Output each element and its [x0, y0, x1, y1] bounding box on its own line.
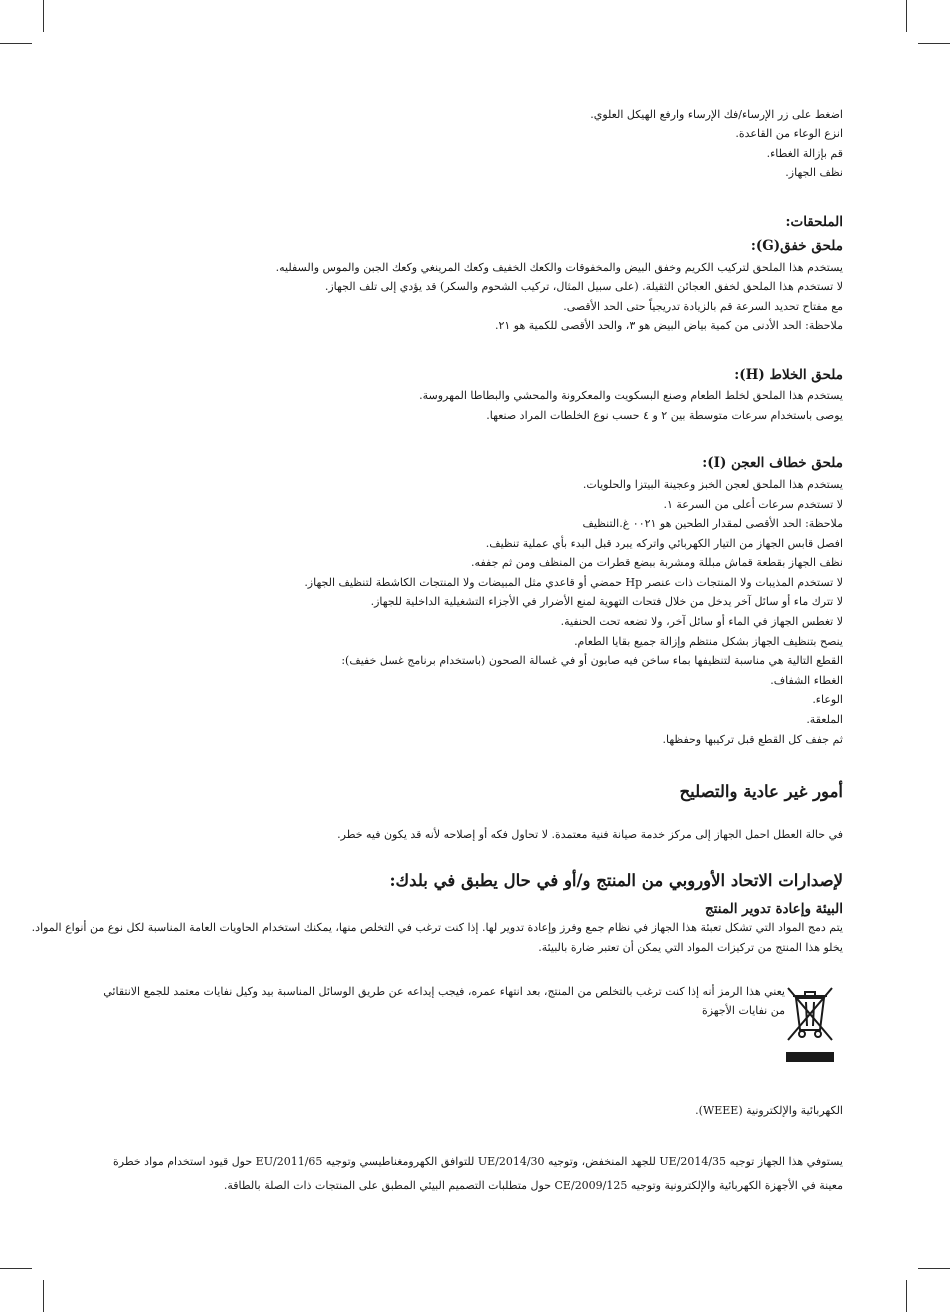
crossed-out-wheelie-bin-icon [784, 984, 836, 1064]
dough-hook-line: لا تترك ماء أو سائل آخر يدخل من خلال فتحات التهوية لمنع الأضرار في الأجزاء التشغيلية الداخلية للجهاز. [370, 595, 843, 608]
mixer-title: ملحق الخلاط (H): [734, 367, 843, 383]
crop-mark-bottom-left [43, 1280, 44, 1312]
cleaning-step: انزع الوعاء من القاعدة. [735, 127, 843, 140]
crop-mark-top-left [43, 0, 44, 32]
cleaning-step: قم بإزالة الغطاء. [766, 147, 843, 160]
cleaning-step: اضغط على زر الإرساء/فك الإرساء وارفع الهيكل العلوي. [590, 108, 843, 121]
crop-mark-top-right [906, 0, 907, 32]
dough-hook-line: ثم جفف كل القطع قبل تركيبها وحفظها. [662, 733, 843, 746]
crop-mark-bottom-left-h [0, 1268, 32, 1269]
dough-hook-line: يستخدم هذا الملحق لعجن الخبز وعجينة البيتزا والحلويات. [582, 478, 843, 491]
weee-text: يعني هذا الرمز أنه إذا كنت ترغب بالتخلص من المنتج، بعد انتهاء عمره، فيجب إيداعه عن طريق الوسائل المناسبة بيد وكيل نفايات معتمد للجمع الانتقائي من نفايات الأجهزة [103, 985, 785, 1017]
whisk-title: ملحق خفق(G): [750, 238, 843, 254]
eu-title: لإصدارات الاتحاد الأوروبي من المنتج و/أو في حال يطبق في بلدك: [389, 871, 843, 890]
whisk-line: ملاحظة: الحد الأدنى من كمية بياض البيض هو ٣، والحد الأقصى للكمية هو ٢١. [494, 319, 843, 332]
dough-hook-title: ملحق خطاف العجن (I): [702, 455, 843, 471]
crop-mark-bottom-right-h [918, 1268, 950, 1269]
dough-hook-line: الملعقة. [806, 713, 843, 726]
environment-line: يتم دمج المواد التي تشكل تعبئة هذا الجهاز في نظام جمع وفرز وإعادة تدوير لها. إذا كنت ترغب في التخلص منها، يمكنك استخدام الحاويات العامة المناسبة لكل نوع من أنواع المواد. [31, 921, 843, 934]
crop-mark-bottom-right [906, 1280, 907, 1312]
dough-hook-line: نظف الجهاز بقطعة قماش مبللة ومشربة ببضع قطرات من المنظف ومن ثم جففه. [471, 556, 843, 569]
crop-mark-top-left-h [0, 43, 32, 44]
weee-tail: الكهربائية والإلكترونية (WEEE). [695, 1104, 843, 1117]
dough-hook-line: القطع التالية هي مناسبة لتنظيفها بماء ساخن فيه صابون أو في غسالة الصحون (باستخدام برنامج غسل خفيف): [341, 654, 843, 667]
dough-hook-line: الغطاء الشفاف. [770, 674, 843, 687]
compliance-text: يستوفي هذا الجهاز توجيه 2014/35/UE للجهد المنخفض، وتوجيه 2014/30/UE للتوافق الكهرومغناطيسي وتوجيه 2011/65/EU حول قيود استخدام مواد خطرة معينة في الأجهزة الكهربائية والإلكترونية وتوجيه 2009/125/CE حول متطلبات التصميم البيئي المطبق على المنتجات ذات الصلة بالطاقة. [113, 1155, 843, 1192]
dough-hook-line: لا تستخدم سرعات أعلى من السرعة ١. [663, 498, 843, 511]
accessories-heading: الملحقات: [785, 214, 843, 230]
environment-line: يخلو هذا المنتج من تركيزات المواد التي يمكن أن تعتبر ضارة بالبيئة. [538, 941, 843, 954]
dough-hook-line: ينصح بتنظيف الجهاز بشكل منتظم وإزالة جميع بقايا الطعام. [574, 635, 843, 648]
dough-hook-line: لا تغطس الجهاز في الماء أو سائل آخر، ولا تضعه تحت الحنفية. [560, 615, 843, 628]
cleaning-step: نظف الجهاز. [785, 166, 843, 179]
dough-hook-line: افصل قابس الجهاز من التيار الكهربائي واتركه يبرد قبل البدء بأي عملية تنظيف. [485, 537, 843, 550]
dough-hook-line: الوعاء. [812, 693, 843, 706]
whisk-line: يستخدم هذا الملحق لتركيب الكريم وخفق البيض والمخفوقات والكعك الخفيف وكعك المرينغي وكعك الجبن والموس والسفليه. [275, 261, 843, 274]
mixer-line: يستخدم هذا الملحق لخلط الطعام وصنع البسكويت والمعكرونة والمحشي والبطاطا المهروسة. [419, 389, 843, 402]
dough-hook-line: ملاحظة: الحد الأقصى لمقدار الطحين هو ٠٠٢١ غ.التنظيف [582, 517, 843, 530]
anomalies-title: أمور غير عادية والتصليح [679, 782, 843, 801]
environment-title: البيئة وإعادة تدوير المنتج [704, 901, 843, 917]
whisk-line: لا تستخدم هذا الملحق لخفق العجائن الثقيلة. (على سبيل المثال، تركيب الشحوم والسكر) قد يؤدي إلى تلف الجهاز. [324, 280, 843, 293]
crop-mark-top-right-h [918, 43, 950, 44]
dough-hook-line: لا تستخدم المذيبات ولا المنتجات ذات عنصر Hp حمضي أو قاعدي مثل المبيضات ولا المنتجات الكاشطة لتنظيف الجهاز. [304, 576, 843, 589]
whisk-line: مع مفتاح تحديد السرعة قم بالزيادة تدريجياً حتى الحد الأقصى. [563, 300, 843, 313]
mixer-line: يوصى باستخدام سرعات متوسطة بين ٢ و ٤ حسب نوع الخلطات المراد صنعها. [486, 409, 843, 422]
anomalies-text: في حالة العطل احمل الجهاز إلى مركز خدمة صيانة فنية معتمدة. لا تحاول فكه أو إصلاحه لأنه قد يكون فيه خطر. [337, 828, 843, 841]
